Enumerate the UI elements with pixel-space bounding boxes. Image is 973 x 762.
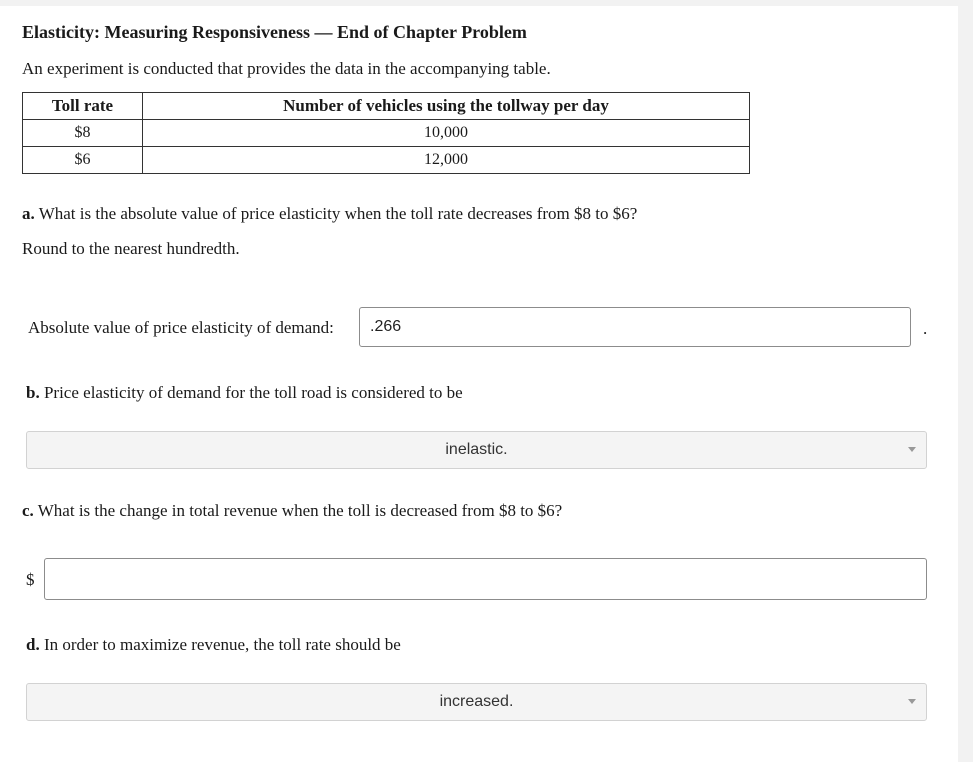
question-d-letter: d. bbox=[26, 635, 40, 654]
rounding-instruction: Round to the nearest hundredth. bbox=[22, 239, 240, 258]
question-c-letter: c. bbox=[22, 501, 34, 520]
header-toll-rate: Toll rate bbox=[23, 93, 143, 120]
page-title: Elasticity: Measuring Responsiveness — End of Chapter Problem bbox=[22, 22, 527, 42]
question-c-text: What is the change in total revenue when the toll is decreased from $8 to $6? bbox=[37, 501, 563, 520]
toll-direction-selected: increased. bbox=[439, 693, 514, 710]
table-header-row bbox=[23, 93, 750, 120]
elasticity-answer-label: Absolute value of price elasticity of demand: bbox=[28, 318, 334, 337]
elasticity-answer-input[interactable]: .266 bbox=[359, 307, 911, 347]
question-b-letter: b. bbox=[26, 383, 40, 402]
question-d-text: In order to maximize revenue, the toll rate should be bbox=[43, 635, 401, 654]
intro-text: An experiment is conducted that provides the data in the accompanying table. bbox=[22, 59, 551, 78]
question-a-text: What is the absolute value of price elasticity when the toll rate decreases from $8 to $6? bbox=[38, 204, 638, 223]
currency-symbol: $ bbox=[26, 570, 35, 589]
caret-down-icon bbox=[908, 699, 916, 704]
toll-direction-select[interactable] bbox=[26, 683, 927, 721]
cell-toll-rate: $8 bbox=[23, 120, 143, 147]
question-d bbox=[26, 635, 401, 655]
cell-vehicles: 12,000 bbox=[143, 147, 750, 174]
elasticity-type-selected: inelastic. bbox=[445, 441, 508, 458]
problem-panel bbox=[0, 6, 958, 762]
revenue-change-input[interactable] bbox=[44, 558, 927, 600]
question-b-text: Price elasticity of demand for the toll road is considered to be bbox=[43, 383, 463, 402]
table-row bbox=[23, 120, 750, 147]
table-row bbox=[23, 147, 750, 174]
question-b bbox=[26, 383, 463, 403]
cell-toll-rate: $6 bbox=[23, 147, 143, 174]
caret-down-icon bbox=[908, 447, 916, 452]
question-a bbox=[22, 204, 637, 224]
data-table bbox=[22, 92, 750, 174]
question-a-letter: a. bbox=[22, 204, 35, 223]
answer-period: . bbox=[923, 319, 928, 338]
header-vehicles: Number of vehicles using the tollway per day bbox=[143, 93, 750, 120]
cell-vehicles: 10,000 bbox=[143, 120, 750, 147]
question-c bbox=[22, 501, 562, 521]
elasticity-type-select[interactable] bbox=[26, 431, 927, 469]
